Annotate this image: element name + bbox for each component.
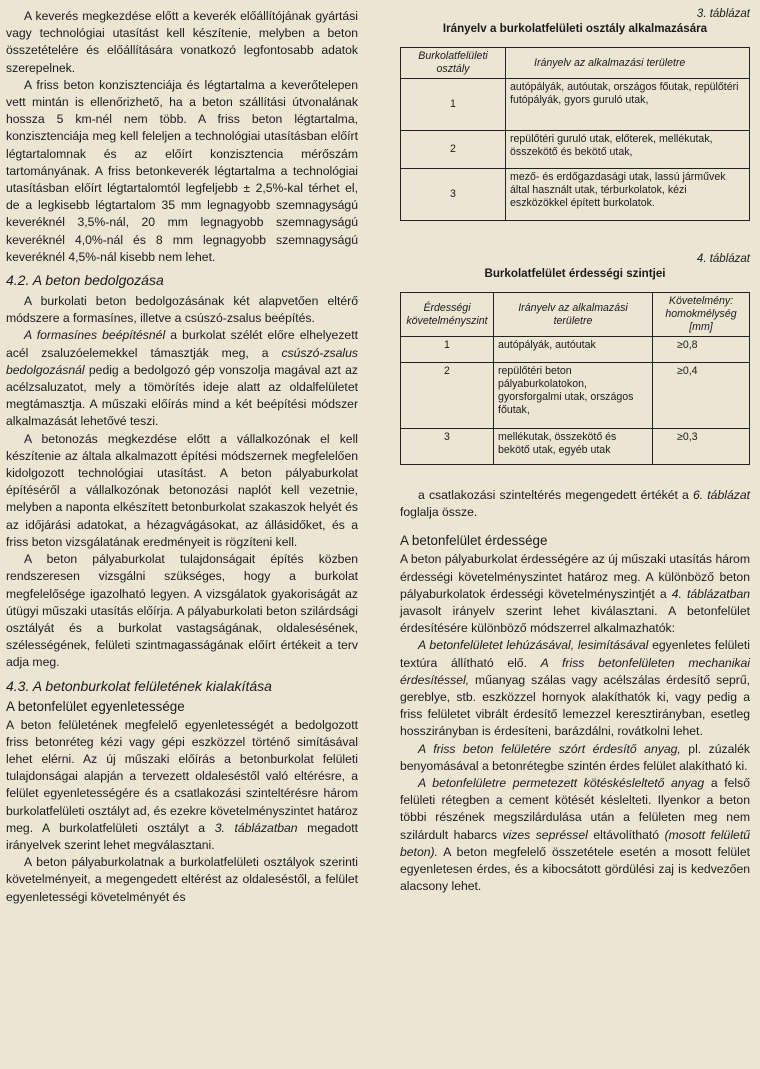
section-heading-4-2: 4.2. A beton bedolgozása (6, 272, 164, 289)
paragraph-evenness: A beton felületének megfelelő egyenletességét a bedolgozott friss betonréteg kézi vagy gépi eszközzel történő simításával lehet elérni. Az új műszaki előírás a betonburkolat felületi tulajdonságai alapján a tervezett oldaleséstől való eltérésre, a felület egyenletességére és a csatlakozási szinteltérésre három burkolatfelületi osztályt ad, és ezekre követelményszintet határoz meg. A burkolatfelületi osztályt a 3. táblázatban megadott irányelvek szerint lehet megválasztani. (6, 717, 358, 852)
paragraph-mixing-instructions: A keverés megkezdése előtt a keverék előállítójának gyártási vagy technológiai utasítást kell készítenie, melyben a beton összetételére és előállítására vonatkozó legfontosabb adatok szerepelnek. (6, 9, 358, 75)
table-row: 3 mező- és erdőgazdasági utak, lassú járművek által használt utak, térburkolatok, kézi eszközökkel épített burkolatok. (401, 169, 750, 221)
paragraph-table6-ref: a csatlakozási szinteltérés megengedett értékét a 6. táblázat foglalja össze. (400, 488, 750, 520)
paragraph-testing: A beton pályaburkolat tulajdonságait építés közben rendszeresen vizsgálni szükséges, hogy a burkolat megfelelősége igazolható legyen. A vizsgálatok gyakoriságát az útügyi műszaki utasítás előírja. A pályaburkolati beton szilárdsági osztályát és a burkolat vastagságának, oldalesésének, szélességének, felületi szintmagasságának előírt értékeit a terv adja meg. (6, 552, 358, 670)
emphasis-table4-ref: 4. táblázatban (671, 586, 750, 601)
table-row: 1 autópályák, autóutak ≥0,8 (401, 337, 750, 363)
paragraph-chippings: A friss beton felületére szórt érdesítő anyag, pl. zúzalék benyomásával a betonrétegbe szintén érdes felület alakítható ki. (400, 741, 751, 773)
emphasis-csuszozsalus: csúszó-zsalus bedolgozásnál (6, 345, 358, 377)
emphasis-table6-ref: 6. táblázat (692, 488, 750, 502)
table-row: 1 autópályák, autóutak, országos főutak, repülőtéri futópályák, gyors guruló utak, (401, 79, 750, 131)
table4-header-guideline: Irányelv az alkalmazási területre (494, 293, 653, 337)
section-heading-4-3: 4.3. A betonburkolat felületének kialakítása (6, 677, 272, 694)
table3-header-class: Burkolatfelületi osztály (401, 48, 506, 79)
paragraph-placement-methods: A burkolati beton bedolgozásának két alapvetően eltérő módszere a formasínes, illetve a csúszó-zsalus beépítés. (6, 294, 358, 326)
paragraph-technology-log: A betonozás megkezdése előtt a vállalkozónak el kell készítenie az általa alkalmazott építési módszernek megfelelően kidolgozott technológiai utasítást. A beton pályaburkolat építéséről a vállalkozónak betonozási naplót kell vezetnie, melyben a naponta elkészített betonburkolat szakaszok helyét és az időjárási adatokat, a hézagvágásokat, az állásidőket, és a friss beton vizsgálatának eredményeit is rögzíteni kell. (6, 431, 358, 549)
table4-header-requirement: Követelmény: homokmélység [mm] (653, 293, 750, 337)
paragraph-retarder: A betonfelületre permetezett kötéskésleltető anyag a felső felületi rétegben a cement kötését késlelteti. Ilyenkor a beton többi részének megszilárdulása után a felületen meg nem szilárdult habarcs vizes sepréssel eltávolítható (mosott felületű beton). A beton megfelelő összetétele esetén a mosott felület egyenletesen érdes, és a kibocsátott gördülési zaj is kedvezően alacsony lehet. (400, 776, 750, 894)
table-row: 2 repülőtéri guruló utak, előterek, mellékutak, összekötő és bekötő utak, (401, 131, 750, 169)
table4 (400, 292, 750, 465)
paragraph-surface-texture: A betonfelületet lehúzásával, lesimításával egyenletes felületi textúra állítható elő. A friss betonfelületen mechanikai érdesítéssel, műanyag szálas vagy acélszálas érdesítő seprű, gereblye, stb. eszközzel hornyok alakíthatók ki, vagy pedig a friss felületet vibrált érdesítő lemezzel keresztirányban, esetleg hosszirányban is érdesíteni, barázdálni, rovátkolni lehet. (400, 638, 750, 739)
paragraph-formwork: A formasínes beépítésnél a burkolat szélét előre elhelyezett acél zsaluzóelemekkel támasztják meg, a csúszó-zsalus bedolgozásnál pedig a bedolgozó gép vonszolja magával azt az acélzsaluzatot, mely a tömörítés ideje alatt az oldalfelületet megtámasztja. A műszaki előírás mind a két beépítési módszer alkalmazását lehetővé teszi. (6, 328, 358, 429)
table4-number: 4. táblázat (696, 253, 750, 265)
table3-header-guideline: Irányelv az alkalmazási területre (506, 48, 750, 79)
right-column (400, 8, 750, 895)
paragraph-roughness: A beton pályaburkolat érdességére az új műszaki utasítás három érdességi követelményszintet határoz meg. A különböző beton pályaburkolatok érdességi követelményszintjét a 4. táblázatban javasolt irányelv szerint lehet kiválasztani. A betonfelület érdesítésére különböző módszerrel alkalmazhatók: (400, 552, 750, 636)
table-row: 2 repülőtéri beton pályaburkolatokon, gyorsforgalmi utak, országos főutak, ≥0,4 (401, 363, 750, 429)
table3-header-row (401, 48, 750, 79)
table4-header-level: Érdességi követelményszint (401, 293, 494, 337)
emphasis-formasines: A formasínes beépítésnél (24, 328, 166, 343)
table3-number: 3. táblázat (696, 8, 750, 20)
paragraph-requirements: A beton pályaburkolatnak a burkolatfelületi osztályok szerinti követelményeit, a megengedett eltérést az oldaleséstől, a felület egyenletességi követelményét és (6, 855, 358, 904)
table3 (400, 47, 750, 221)
table-row: 3 mellékutak, összekötő és bekötő utak, egyéb utak ≥0,3 (401, 429, 750, 465)
table4-header-row (401, 293, 750, 337)
subheading-evenness: A betonfelület egyenletessége (6, 698, 185, 714)
paragraph-fresh-concrete: A friss beton konzisztenciája és légtartalma a keverőtelepen vett mintán is ellenőrizhető, ha a beton szállítási útvonalának hossza 5 km-nél nem több. A friss beton légtartalma, konzisztenciája meg kell feleljen a technológiai utasításban előírt légtartalomnak és az előírt konzisztencia mérőszám tartományának. A friss betonkeverék légtartalma a technológiai utasításban előírt légtartalomtól legfeljebb ± 2,5%-kal térhet el, de a legkisebb légtartalom 35 mm legnagyobb szemnagyságú keveréknél 3,5%-nál, 20 mm legnagyobb szemnagyságú keveréknél 4,0%-nál és 8 mm legnagyobb szemnagyságú keveréknél 4,5%-nál kisebb nem lehet. (6, 77, 358, 264)
subheading-roughness: A betonfelület érdessége (400, 533, 548, 549)
table4-title: Burkolatfelület érdességi szintjei (484, 267, 666, 280)
left-column (6, 8, 358, 906)
emphasis-table3-ref: 3. táblázatban (214, 820, 298, 835)
table3-title: Irányelv a burkolatfelületi osztály alkalmazására (442, 22, 708, 35)
